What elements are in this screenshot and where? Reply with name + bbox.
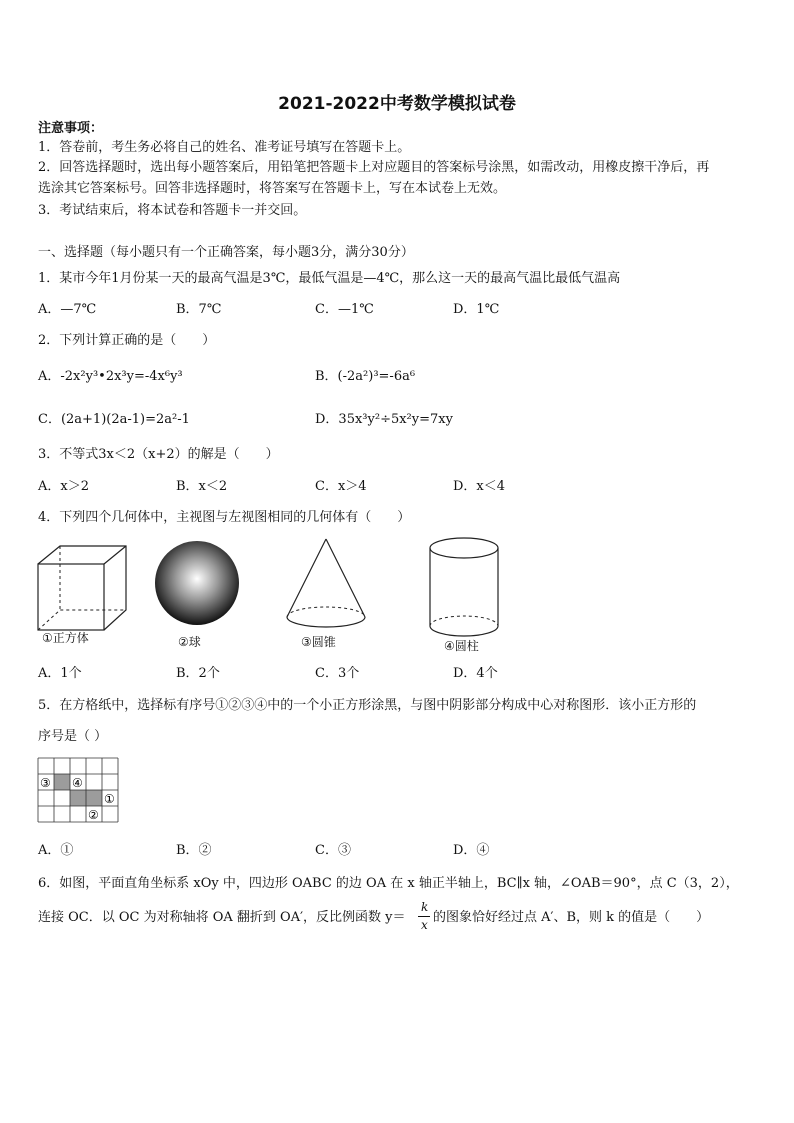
- cube-label: ①正方体: [42, 631, 89, 645]
- question-2-stem: 2．下列计算正确的是（ ）: [38, 333, 216, 348]
- q1-option-b: B．7℃: [176, 302, 222, 317]
- q4-option-a: A．1个: [38, 666, 82, 681]
- fraction-denominator: x: [421, 918, 428, 932]
- q4-option-d: D．4个: [453, 666, 498, 681]
- q4-option-b: B．2个: [176, 666, 220, 681]
- notice-line: 3．考试结束后，将本试卷和答题卡一并交回。: [38, 203, 307, 218]
- q1-option-d: D．1℃: [453, 302, 500, 317]
- cylinder-label: ④圆柱: [444, 639, 479, 653]
- fraction-bar: [418, 916, 430, 917]
- q1-option-a: A．—7℃: [38, 302, 97, 317]
- q5-option-a: A．①: [38, 843, 74, 858]
- q5-option-c: C．③: [315, 843, 351, 858]
- sphere-figure: [154, 540, 240, 626]
- q3-option-c: C．x＞4: [315, 479, 367, 494]
- grid-figure: [38, 758, 118, 826]
- fraction-numerator: k: [421, 900, 429, 914]
- sphere-label: ②球: [178, 635, 201, 649]
- question-5-stem-cont: 序号是（ ）: [38, 729, 108, 744]
- q2-option-b: B．(-2a²)³=-6a⁶: [315, 369, 416, 384]
- q3-option-b: B．x＜2: [176, 479, 228, 494]
- q2-option-d: D．35x³y²÷5x²y=7xy: [315, 412, 453, 427]
- grid-label-3: ③: [40, 776, 51, 790]
- question-6-stem: 6．如图，平面直角坐标系 xOy 中，四边形 OABC 的边 OA 在 x 轴正半轴上，BC∥x 轴，∠OAB＝90°，点 C（3，2），: [38, 876, 739, 891]
- q4-option-c: C．3个: [315, 666, 360, 681]
- q3-option-d: D．x＜4: [453, 479, 506, 494]
- cone-label: ③圆锥: [301, 635, 336, 649]
- q3-option-a: A．x＞2: [38, 479, 89, 494]
- question-3-stem: 3．不等式3x＜2（x+2）的解是（ ）: [38, 447, 279, 462]
- question-1-stem: 1．某市今年1月份某一天的最高气温是3℃，最低气温是—4℃，那么这一天的最高气温比最低气温高: [38, 271, 621, 286]
- q5-option-d: D．④: [453, 843, 490, 858]
- grid-label-2: ②: [88, 808, 99, 822]
- notice-line: 1．答卷前，考生务必将自己的姓名、准考证号填写在答题卡上。: [38, 140, 411, 155]
- question-5-stem: 5．在方格纸中，选择标有序号①②③④中的一个小正方形涂黑，与图中阴影部分构成中心对称图形．该小正方形的: [38, 698, 697, 713]
- section-heading: 一、选择题（每小题只有一个正确答案，每小题3分，满分30分）: [38, 245, 414, 260]
- page-title: 2021-2022中考数学模拟试卷: [278, 94, 516, 114]
- question-6-stem-end: 的图象恰好经过点 A′、B，则 k 的值是（ ）: [433, 910, 710, 925]
- grid-label-4: ④: [72, 776, 83, 790]
- notice-line: 2．回答选择题时，选出每小题答案后，用铅笔把答题卡上对应题目的答案标号涂黑，如需改动，用橡皮擦干净后，再: [38, 160, 710, 175]
- q5-option-b: B．②: [176, 843, 212, 858]
- notice-line: 选涂其它答案标号。回答非选择题时，将答案写在答题卡上，写在本试卷上无效。: [38, 181, 507, 196]
- question-6-stem-cont: 连接 OC．以 OC 为对称轴将 OA 翻折到 OA′，反比例函数 y＝: [38, 910, 406, 925]
- cone-figure: [284, 537, 368, 633]
- notice-heading: 注意事项：: [38, 121, 104, 136]
- q2-option-a: A．-2x²y³•2x³y=-4x⁶y³: [38, 369, 183, 384]
- grid-label-1: ①: [104, 792, 115, 806]
- cube-figure: [36, 544, 128, 634]
- cylinder-figure: [428, 536, 500, 640]
- q2-option-c: C．(2a+1)(2a-1)=2a²-1: [38, 412, 190, 427]
- question-4-stem: 4．下列四个几何体中，主视图与左视图相同的几何体有（ ）: [38, 510, 411, 525]
- q1-option-c: C．—1℃: [315, 302, 374, 317]
